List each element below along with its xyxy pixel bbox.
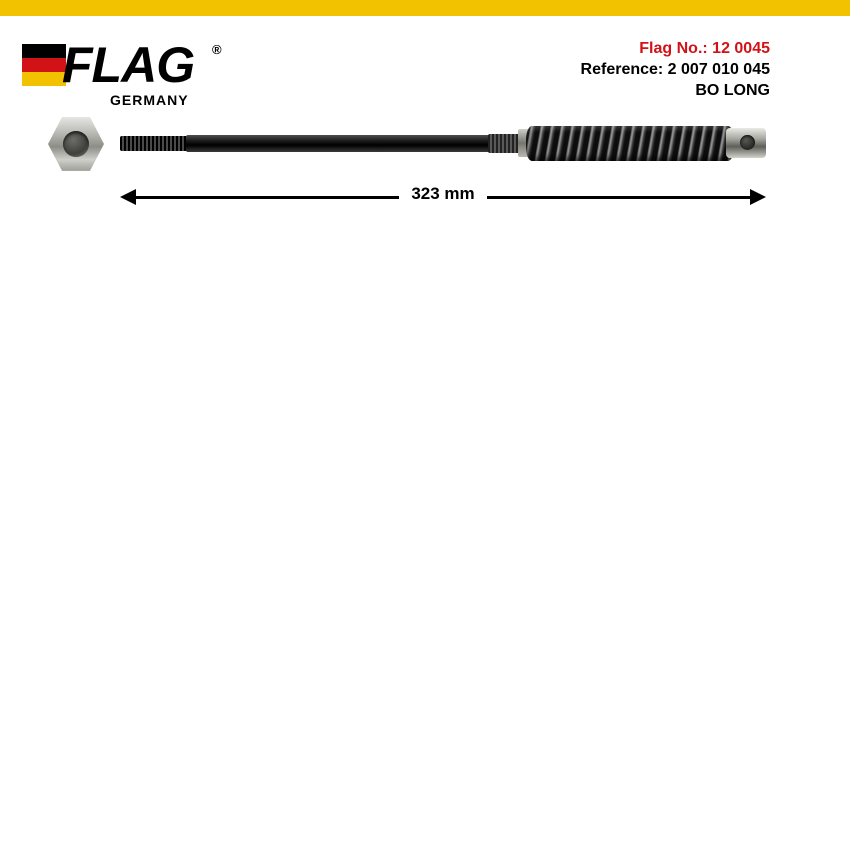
dimension-label: 323 mm <box>399 184 486 203</box>
logo-country-label: GERMANY <box>110 92 189 108</box>
brand-logo <box>22 34 252 114</box>
product-meta <box>581 38 770 101</box>
german-flag-stripe <box>0 0 850 16</box>
bolt-shank <box>186 135 492 152</box>
registered-trademark-icon: ® <box>212 42 222 57</box>
bolt-spring-coil <box>526 126 734 161</box>
flag-number: Flag No.: 12 0045 <box>639 40 770 57</box>
page-header <box>0 16 850 108</box>
hex-nut-icon <box>48 116 104 172</box>
logo-bar-red <box>22 58 66 72</box>
hex-nut-hole <box>63 131 89 157</box>
bolt-assembly <box>120 122 766 166</box>
logo-bar-black <box>22 44 66 58</box>
bolt-threaded-tip <box>120 136 188 151</box>
logo-wordmark: FLAG <box>62 37 195 93</box>
reference-number: Reference: 2 007 010 045 <box>580 61 770 78</box>
logo-flag-bars-icon <box>22 44 66 86</box>
bolt-head-socket <box>740 135 755 150</box>
product-description: BO LONG <box>695 82 770 99</box>
flag-stripe-gold <box>0 0 850 16</box>
logo-bar-gold <box>22 72 66 86</box>
dimension-label-wrap <box>120 184 766 204</box>
dimension-indicator <box>120 186 766 214</box>
